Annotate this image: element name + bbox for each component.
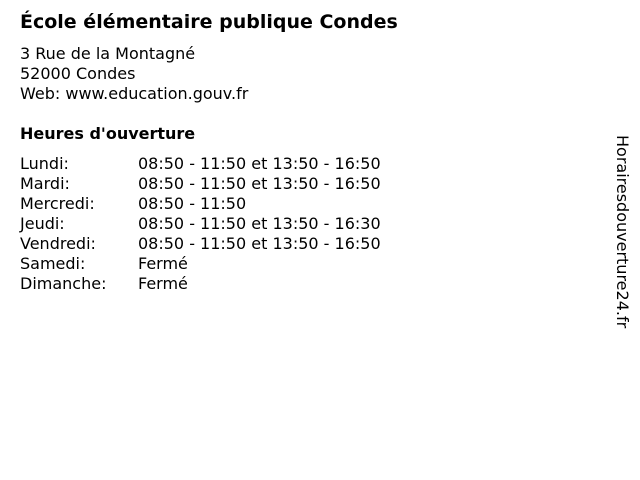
day-label: Vendredi: — [20, 234, 96, 253]
site-watermark-text: Horairesdouverture24.fr — [613, 135, 632, 329]
hours-row-mardi — [20, 174, 381, 194]
day-hours: 08:50 - 11:50 — [138, 194, 247, 213]
hours-row-samedi — [20, 254, 381, 274]
site-watermark — [612, 135, 632, 345]
day-hours: 08:50 - 11:50 et 13:50 - 16:50 — [138, 234, 381, 253]
day-hours: 08:50 - 11:50 et 13:50 - 16:50 — [138, 154, 381, 173]
day-label: Mercredi: — [20, 194, 95, 213]
day-hours: Fermé — [138, 254, 188, 273]
day-label: Dimanche: — [20, 274, 107, 293]
hours-row-jeudi — [20, 214, 381, 234]
website-line: Web: www.education.gouv.fr — [20, 84, 249, 103]
hours-row-mercredi — [20, 194, 381, 214]
hours-table — [20, 154, 381, 294]
address-city: 52000 Condes — [20, 64, 136, 83]
hours-heading: Heures d'ouverture — [20, 124, 196, 143]
hours-row-vendredi — [20, 234, 381, 254]
day-label: Samedi: — [20, 254, 86, 273]
day-hours: 08:50 - 11:50 et 13:50 - 16:50 — [138, 174, 381, 193]
address-street: 3 Rue de la Montagné — [20, 44, 196, 63]
day-label: Lundi: — [20, 154, 69, 173]
day-hours: Fermé — [138, 274, 188, 293]
hours-row-lundi — [20, 154, 381, 174]
day-label: Mardi: — [20, 174, 70, 193]
hours-row-dimanche — [20, 274, 381, 294]
address-block — [20, 44, 248, 104]
day-label: Jeudi: — [20, 214, 65, 233]
day-hours: 08:50 - 11:50 et 13:50 - 16:30 — [138, 214, 381, 233]
page-title: École élémentaire publique Condes — [20, 11, 398, 33]
